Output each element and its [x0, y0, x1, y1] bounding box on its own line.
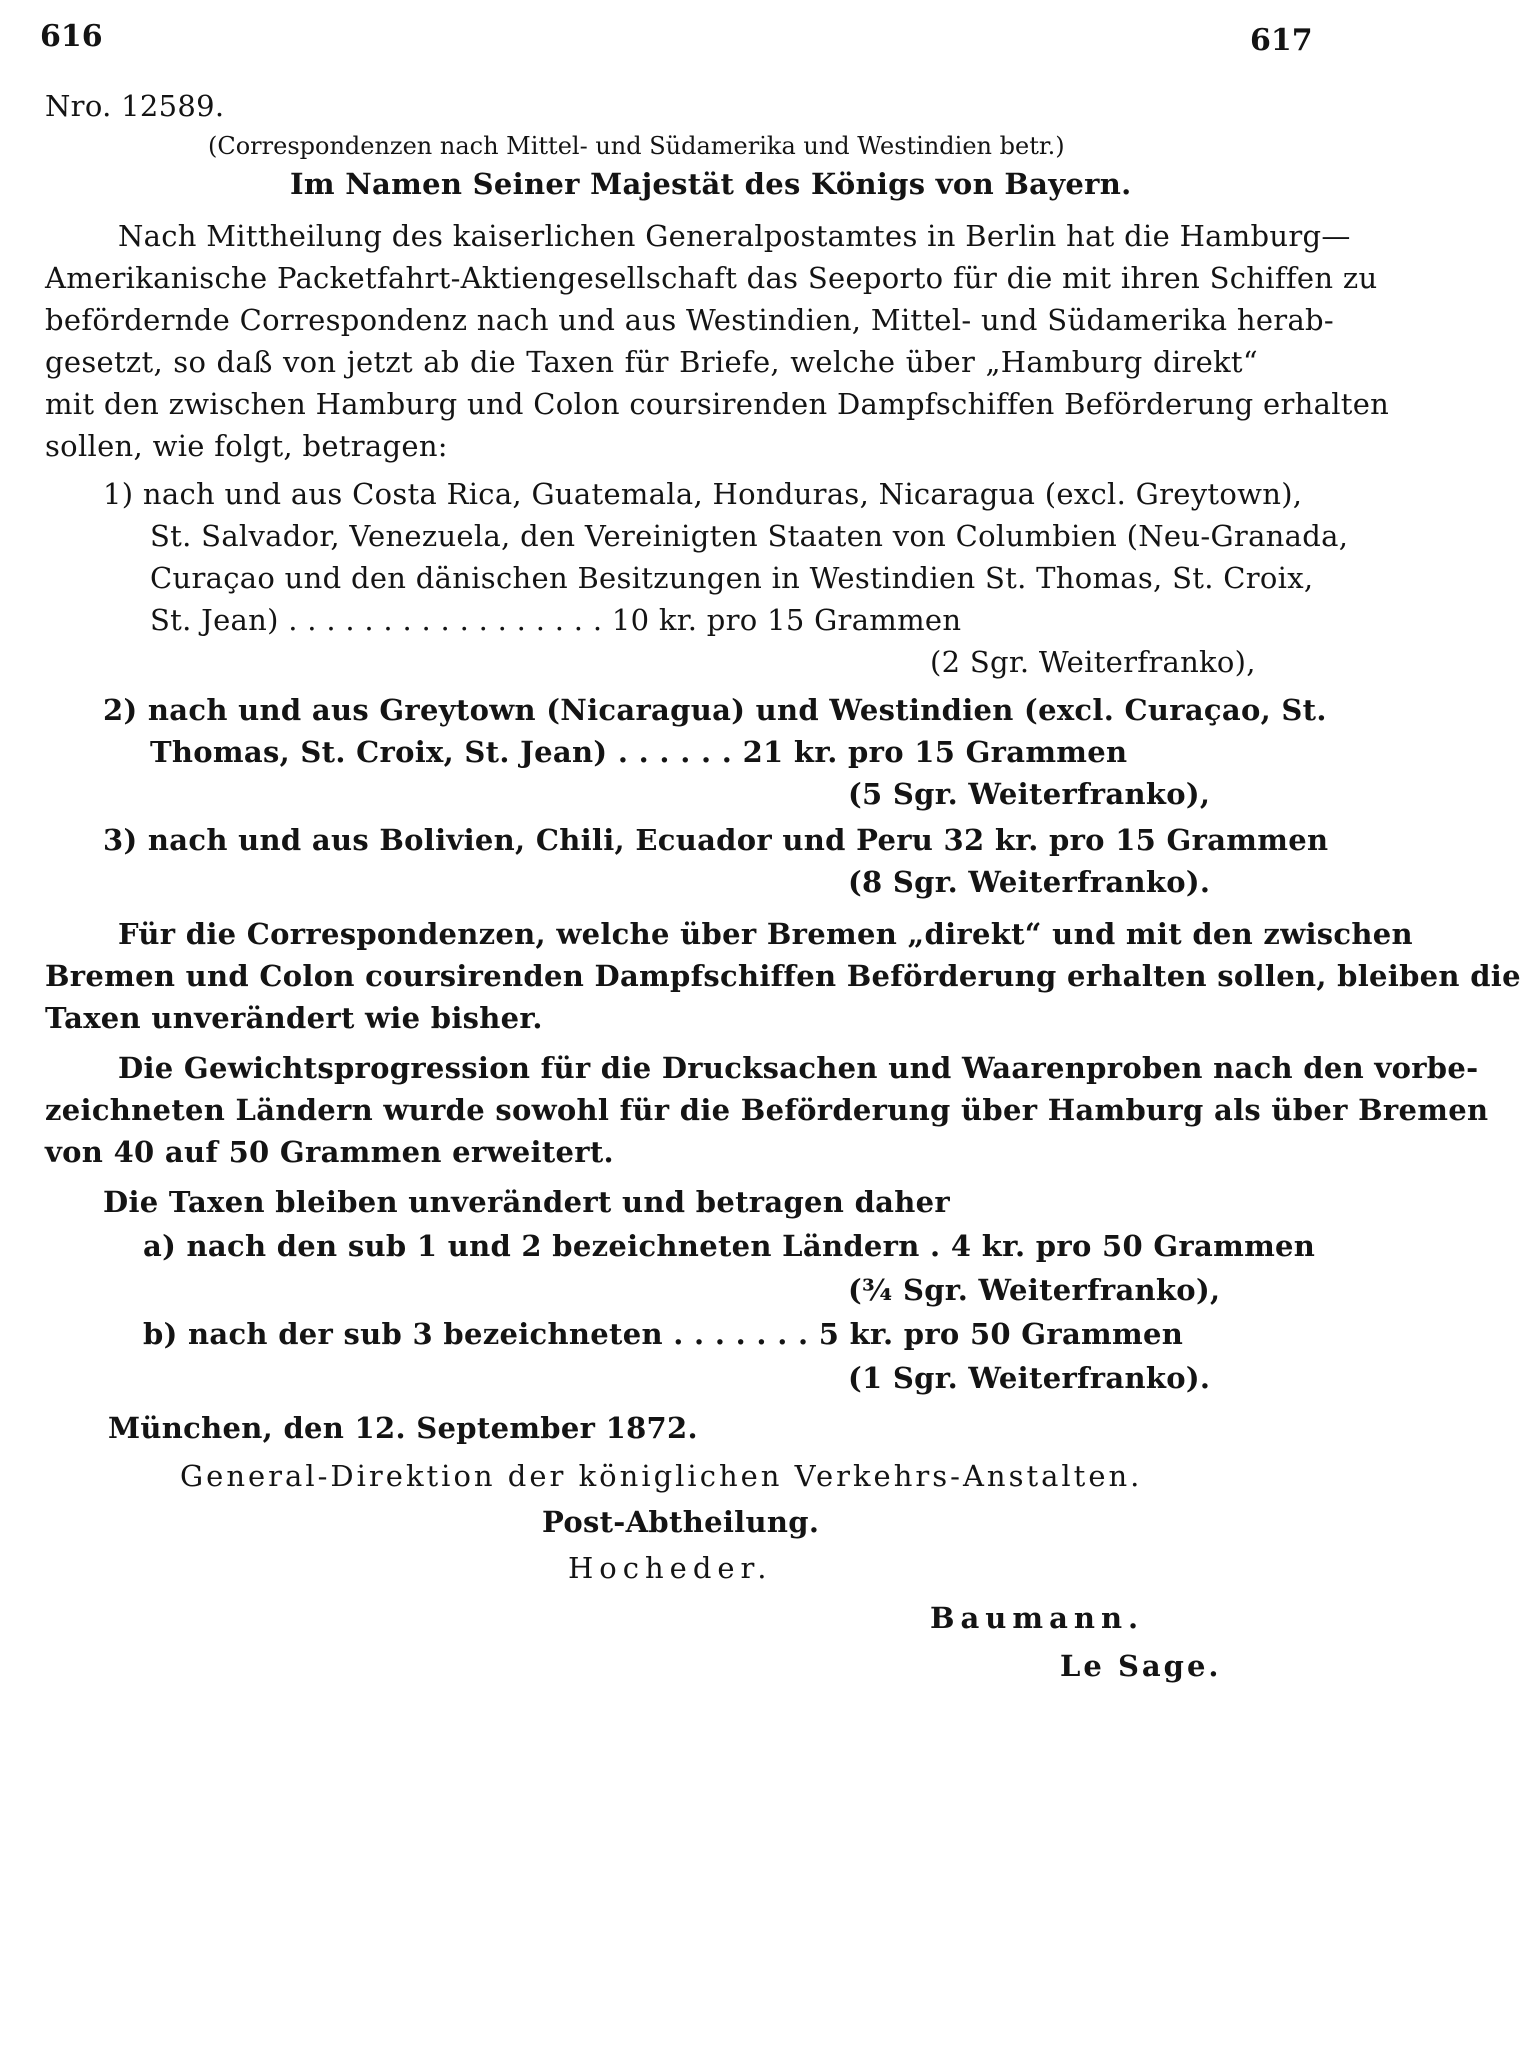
authority-line: General-Direktion der königlichen Verkehrs-Anstalten. [180, 1459, 1143, 1493]
signature-hocheder: Hocheder. [568, 1551, 773, 1585]
intro-line: gesetzt, so daß von jetzt ab die Taxen für Briefe, welche über „Hamburg direkt“ [45, 345, 1258, 379]
item-line: Curaçao und den dänischen Besitzungen in Westindien St. Thomas, St. Croix, [150, 561, 1314, 595]
item-line: St. Salvador, Venezuela, den Vereinigten Staaten von Columbien (Neu-Granada, [150, 519, 1349, 553]
bremen-line: Bremen und Colon coursirenden Dampfschiffen Beförderung erhalten sollen, bleiben die [45, 959, 1521, 993]
item-line: St. Jean) . . . . . . . . . . . . . . . . . 10 kr. pro 15 Grammen [150, 603, 962, 637]
weiterfranko-note: (5 Sgr. Weiterfranko), [848, 777, 1211, 811]
decree-number: Nro. 12589. [45, 89, 225, 123]
weiterfranko-note: (8 Sgr. Weiterfranko). [848, 865, 1211, 899]
signature-le-sage: Le Sage. [1060, 1649, 1222, 1683]
date-line: München, den 12. September 1872. [108, 1411, 698, 1445]
bremen-line: Für die Correspondenzen, welche über Bremen „direkt“ und mit den zwischen [118, 917, 1413, 951]
gewicht-line: zeichneten Ländern wurde sowohl für die Beförderung über Hamburg als über Bremen [45, 1093, 1489, 1127]
taxes-intro: Die Taxen bleiben unverändert und betragen daher [103, 1185, 950, 1219]
intro-line: befördernde Correspondenz nach und aus Westindien, Mittel- und Südamerika herab- [45, 303, 1335, 337]
page-number-left: 616 [40, 19, 103, 54]
weiterfranko-note: (1 Sgr. Weiterfranko). [848, 1361, 1211, 1395]
item-line: Thomas, St. Croix, St. Jean) . . . . . . 21 kr. pro 15 Grammen [150, 735, 1128, 769]
weiterfranko-note: (2 Sgr. Weiterfranko), [930, 645, 1256, 679]
department-line: Post-Abtheilung. [542, 1505, 820, 1539]
weiterfranko-note: (¾ Sgr. Weiterfranko), [848, 1273, 1221, 1307]
gewicht-line: Die Gewichtsprogression für die Drucksachen und Waarenproben nach den vorbe- [118, 1051, 1479, 1085]
intro-line: sollen, wie folgt, betragen: [45, 429, 448, 463]
tax-line: a) nach den sub 1 und 2 bezeichneten Ländern . 4 kr. pro 50 Grammen [143, 1229, 1316, 1263]
signature-baumann: Baumann. [930, 1601, 1145, 1635]
decree-subject: (Correspondenzen nach Mittel- und Südamerika und Westindien betr.) [208, 132, 1065, 160]
gewicht-line: von 40 auf 50 Grammen erweitert. [45, 1135, 614, 1169]
decree-heading: Im Namen Seiner Majestät des Königs von Bayern. [290, 167, 1132, 201]
intro-line: Nach Mittheilung des kaiserlichen Generalpostamtes in Berlin hat die Hamburg— [118, 219, 1351, 253]
intro-line: Amerikanische Packetfahrt-Aktiengesellschaft das Seeporto für die mit ihren Schiffen zu [45, 261, 1378, 295]
item-line: 3) nach und aus Bolivien, Chili, Ecuador und Peru 32 kr. pro 15 Grammen [103, 823, 1329, 857]
item-line: 2) nach und aus Greytown (Nicaragua) und Westindien (excl. Curaçao, St. [103, 693, 1327, 727]
intro-line: mit den zwischen Hamburg und Colon coursirenden Dampfschiffen Beförderung erhalten [45, 387, 1390, 421]
item-line: 1) nach und aus Costa Rica, Guatemala, Honduras, Nicaragua (excl. Greytown), [103, 477, 1303, 511]
page-number-right: 617 [1250, 23, 1313, 58]
bremen-line: Taxen unverändert wie bisher. [45, 1001, 543, 1035]
tax-line: b) nach der sub 3 bezeichneten . . . . . . . 5 kr. pro 50 Grammen [143, 1317, 1184, 1351]
